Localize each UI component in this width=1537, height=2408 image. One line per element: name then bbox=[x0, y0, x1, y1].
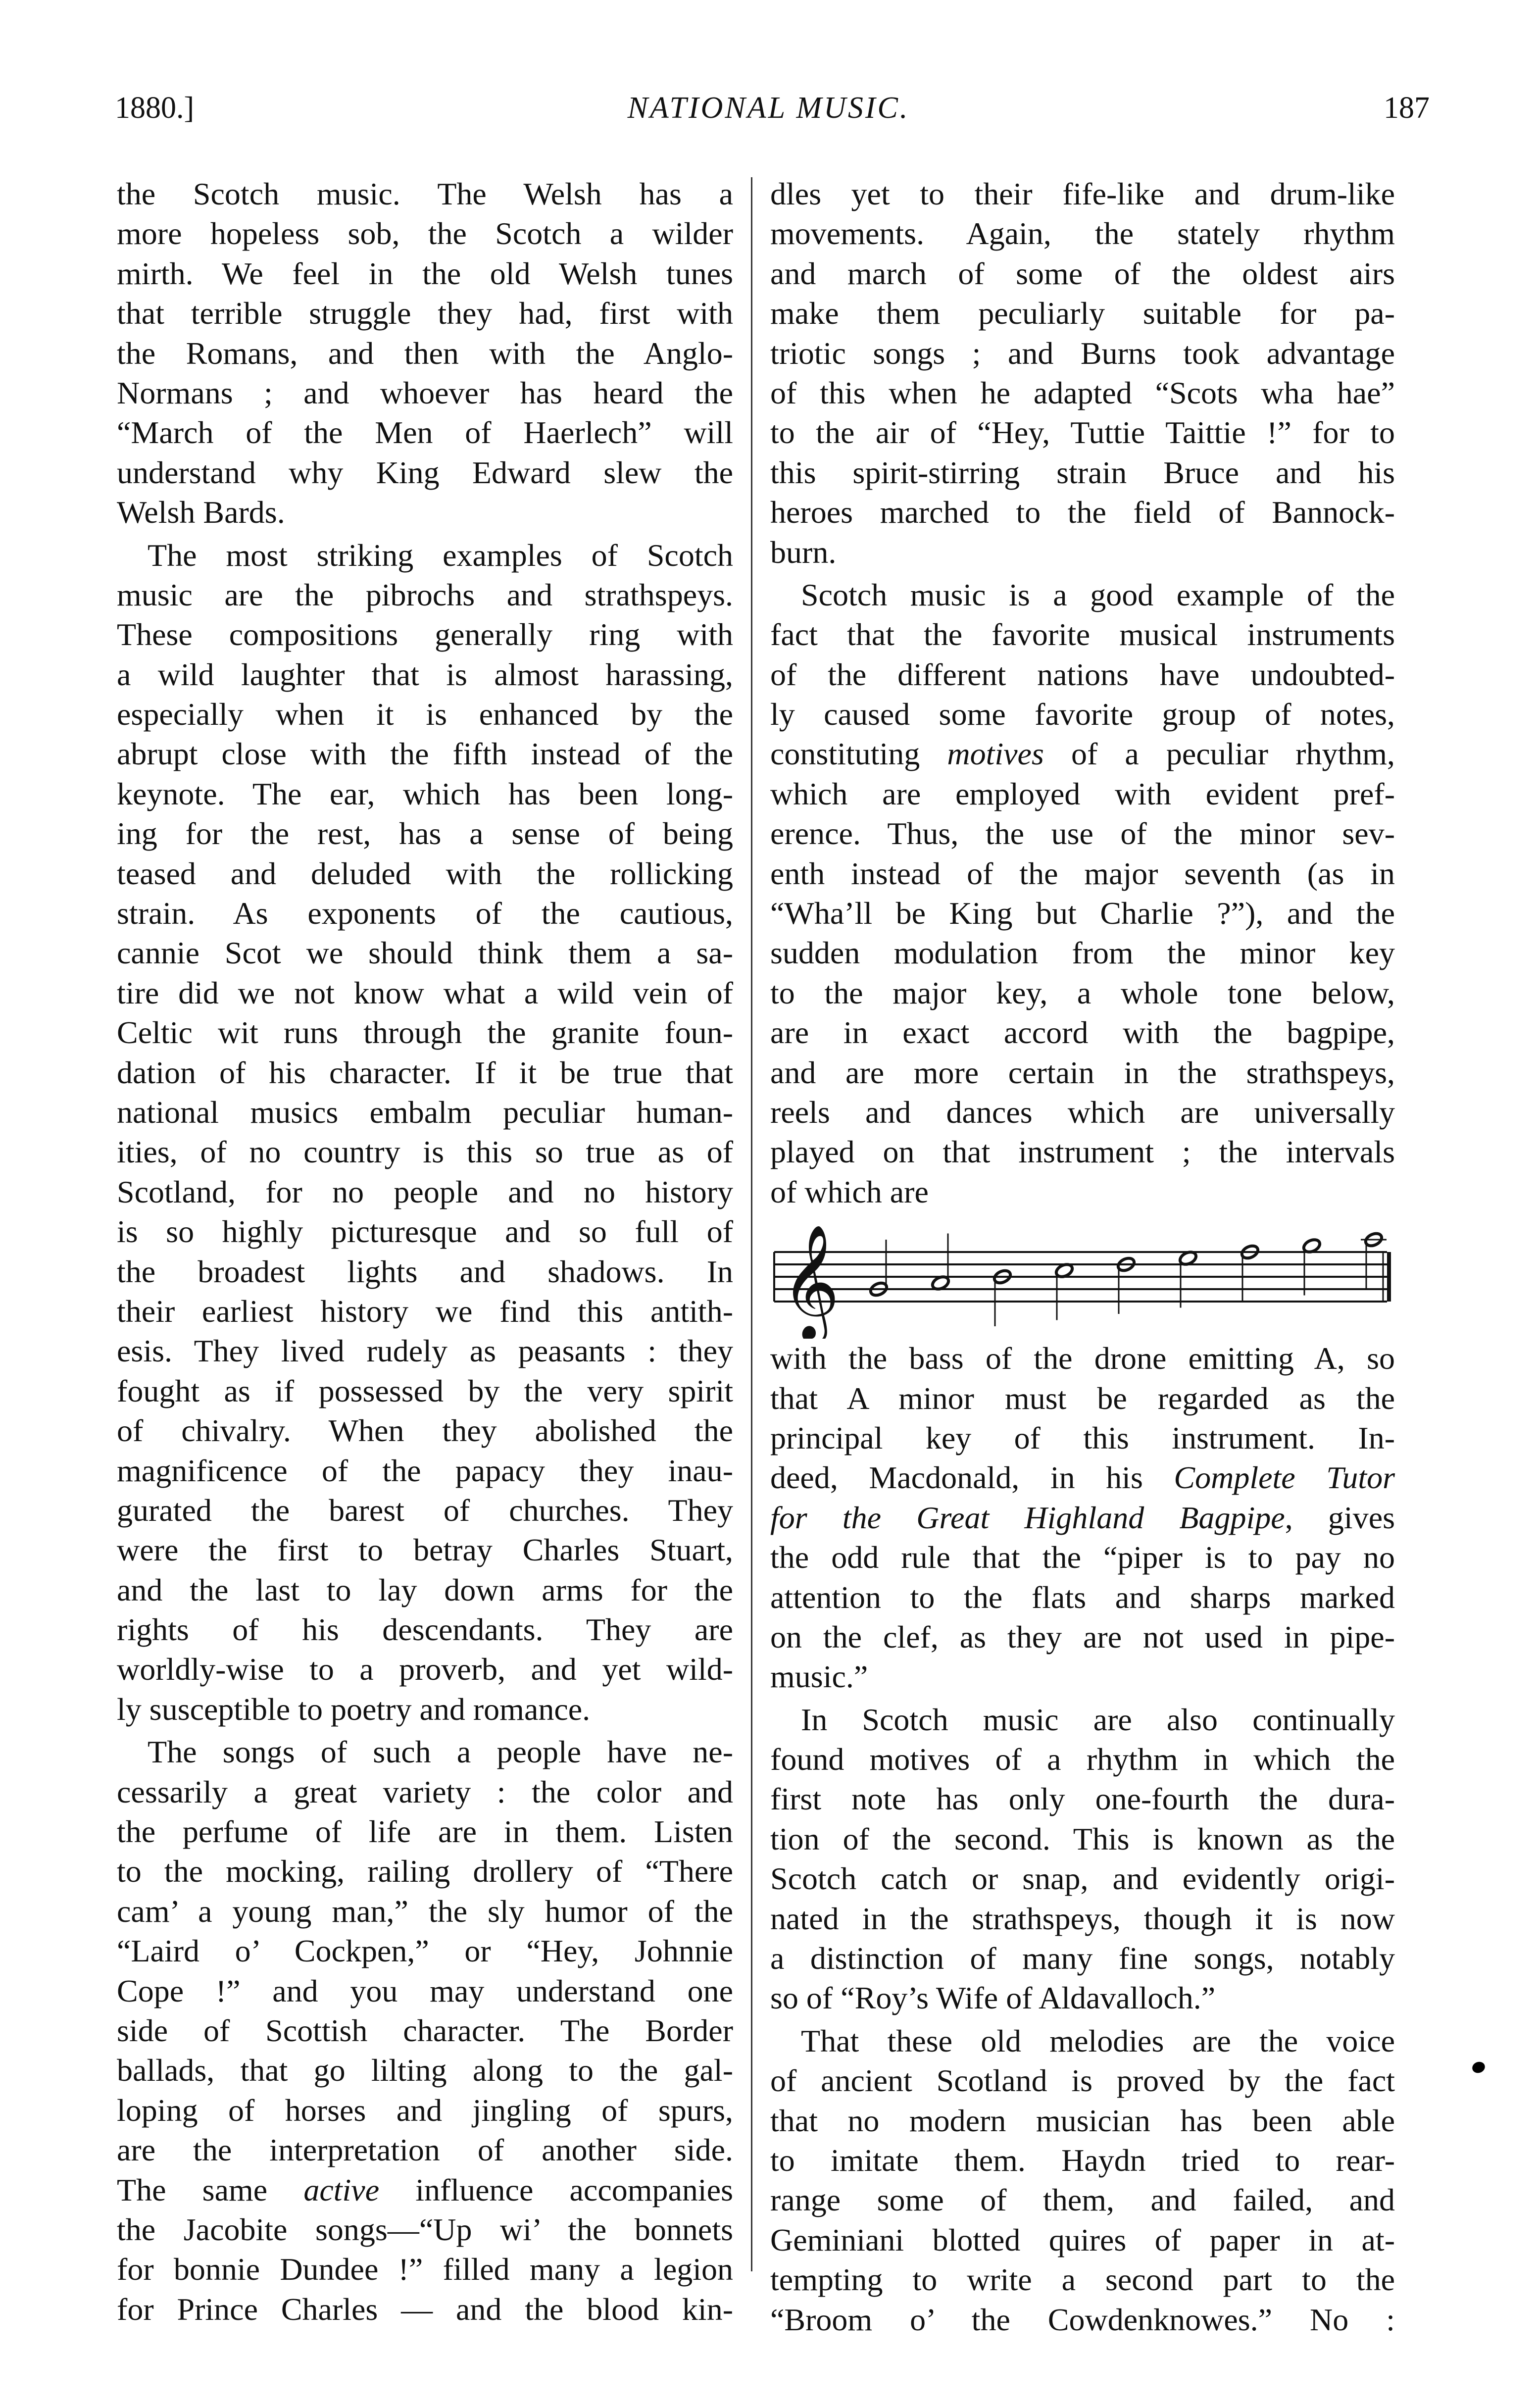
text-line: which are employed with evident pref- bbox=[770, 776, 1395, 811]
ink-speck bbox=[1471, 2060, 1487, 2075]
text-line: music are the pibrochs and strathspeys. bbox=[117, 577, 733, 612]
right-column bbox=[770, 174, 1395, 2340]
text-line: the Jacobite songs—“Up wi’ the bonnets bbox=[117, 2211, 733, 2247]
text-line: especially when it is enhanced by the bbox=[117, 697, 733, 732]
music-example bbox=[770, 1215, 1395, 1339]
text-line: make them peculiarly suitable for pa- bbox=[770, 296, 1395, 331]
text-line: reels and dances which are universally bbox=[770, 1094, 1395, 1130]
text-line: Cope !” and you may understand one bbox=[117, 1973, 733, 2008]
text-line: of ancient Scotland is proved by the fact bbox=[770, 2063, 1395, 2099]
text-line: found motives of a rhythm in which the bbox=[770, 1742, 1395, 1777]
treble-clef-icon: 𝄞 bbox=[781, 1224, 840, 1339]
text-line: the broadest lights and shadows. In bbox=[117, 1254, 733, 1289]
running-head-year: 1880.] bbox=[115, 91, 195, 125]
text-line: These compositions generally ring with bbox=[117, 617, 733, 652]
text-span: constituting bbox=[770, 736, 947, 772]
text-line: teased and deluded with the rollicking bbox=[117, 855, 733, 891]
text-line: cam’ a young man,” the sly humor of the bbox=[117, 1893, 733, 1929]
text-span: influence accompanies bbox=[379, 2172, 733, 2207]
text-line: for bonnie Dundee !” filled many a legion bbox=[117, 2252, 733, 2287]
text-line: Normans ; and whoever has heard the bbox=[117, 375, 733, 410]
running-head-title: NATIONAL MUSIC. bbox=[627, 91, 910, 125]
text-span: , gives bbox=[1285, 1500, 1395, 1535]
page-number: 187 bbox=[1384, 91, 1430, 125]
text-line bbox=[117, 2170, 733, 2210]
text-line: a wild laughter that is almost harassing, bbox=[117, 656, 733, 692]
italic-title: for the Great Highland Bagpipe bbox=[770, 1500, 1285, 1535]
text-line: that no modern musician has been able bbox=[770, 2103, 1395, 2138]
text-line: Scotch music is a good example of the bbox=[801, 577, 1395, 612]
left-column bbox=[117, 174, 733, 2329]
italic-title: Complete Tutor bbox=[1174, 1460, 1395, 1496]
text-line: on the clef, as they are not used in pipe- bbox=[770, 1619, 1395, 1655]
text-line: nated in the strathspeys, though it is now bbox=[770, 1901, 1395, 1936]
text-line: more hopeless sob, the Scotch a wilder bbox=[117, 216, 733, 251]
text-line: of the different nations have undoubted- bbox=[770, 656, 1395, 692]
column-divider bbox=[751, 177, 752, 2271]
text-line: “Laird o’ Cockpen,” or “Hey, Johnnie bbox=[117, 1933, 733, 1969]
text-line: played on that instrument ; the intervals bbox=[770, 1134, 1395, 1170]
text-line: the perfume of life are in them. Listen bbox=[117, 1814, 733, 1850]
text-line: The most striking examples of Scotch bbox=[148, 537, 733, 573]
text-line: this spirit-stirring strain Bruce and his bbox=[770, 454, 1395, 490]
text-line: a distinction of many fine songs, notably bbox=[770, 1941, 1395, 1976]
text-line: Welsh Bards. bbox=[117, 495, 285, 530]
text-line: “Broom o’ the Cowdenknowes.” No : bbox=[770, 2302, 1395, 2337]
text-line: Geminiani blotted quires of paper in at- bbox=[770, 2222, 1395, 2258]
text-line: “March of the Men of Haerlech” will bbox=[117, 415, 733, 451]
text-line: Celtic wit runs through the granite foun- bbox=[117, 1015, 733, 1051]
text-line: the Scotch music. The Welsh has a bbox=[117, 176, 733, 211]
text-line: That these old melodies are the voice bbox=[801, 2023, 1395, 2058]
text-line: were the first to betray Charles Stuart, bbox=[117, 1532, 733, 1568]
text-line: dation of his character. If it be true that bbox=[117, 1054, 733, 1090]
text-line: that A minor must be regarded as the bbox=[770, 1380, 1395, 1416]
text-line: ities, of no country is this so true as of bbox=[117, 1134, 733, 1170]
text-line: the odd rule that the “piper is to pay no bbox=[770, 1540, 1395, 1575]
text-line: ing for the rest, has a sense of being bbox=[117, 816, 733, 852]
text-line: to the air of “Hey, Tuttie Taittie !” for to bbox=[770, 415, 1395, 451]
text-line: erence. Thus, the use of the minor sev- bbox=[770, 816, 1395, 852]
text-line: the Romans, and then with the Anglo- bbox=[117, 335, 733, 371]
text-line: principal key of this instrument. In- bbox=[770, 1420, 1395, 1455]
text-line: rights of his descendants. They are bbox=[117, 1612, 733, 1648]
final-barline-thick bbox=[1387, 1252, 1391, 1302]
text-line: that terrible struggle they had, first with bbox=[117, 296, 733, 331]
text-line: to imitate them. Haydn tried to rear- bbox=[770, 2142, 1395, 2178]
text-line: their earliest history we find this antith- bbox=[117, 1293, 733, 1329]
text-line: ly caused some favorite group of notes, bbox=[770, 697, 1395, 732]
right-column-bottom-text bbox=[770, 1339, 1395, 2340]
text-line: abrupt close with the fifth instead of the bbox=[117, 736, 733, 772]
text-line: music.” bbox=[770, 1659, 868, 1695]
text-line: ly susceptible to poetry and romance. bbox=[117, 1691, 591, 1727]
text-line: esis. They lived rudely as peasants : they bbox=[117, 1333, 733, 1369]
text-line: keynote. The ear, which has been long- bbox=[117, 776, 733, 811]
text-line: enth instead of the major seventh (as in bbox=[770, 855, 1395, 891]
text-line: with the bass of the drone emitting A, so bbox=[770, 1341, 1395, 1376]
text-line bbox=[770, 1498, 1395, 1538]
text-line: movements. Again, the stately rhythm bbox=[770, 216, 1395, 251]
text-span: of a peculiar rhythm, bbox=[1043, 736, 1395, 772]
text-line: dles yet to their fife-like and drum-like bbox=[770, 176, 1395, 211]
text-line: mirth. We feel in the old Welsh tunes bbox=[117, 255, 733, 291]
text-line: is so highly picturesque and so full of bbox=[117, 1214, 733, 1250]
text-line: worldly-wise to a proverb, and yet wild- bbox=[117, 1652, 733, 1687]
text-line: are in exact accord with the bagpipe, bbox=[770, 1015, 1395, 1051]
music-staff bbox=[767, 1215, 1396, 1339]
text-line: Scotland, for no people and no history bbox=[117, 1174, 733, 1209]
text-line: to the mocking, railing drollery of “There bbox=[117, 1854, 733, 1889]
text-line: tion of the second. This is known as the bbox=[770, 1821, 1395, 1856]
text-line: sudden modulation from the minor key bbox=[770, 935, 1395, 971]
text-line: The songs of such a people have ne- bbox=[148, 1734, 733, 1770]
text-line: fact that the favorite musical instruments bbox=[770, 617, 1395, 652]
text-line: In Scotch music are also continually bbox=[801, 1702, 1395, 1737]
text-line: side of Scottish character. The Border bbox=[117, 2012, 733, 2048]
text-line: and march of some of the oldest airs bbox=[770, 255, 1395, 291]
text-line: of which are bbox=[770, 1174, 929, 1209]
text-line: attention to the flats and sharps marked bbox=[770, 1579, 1395, 1615]
text-line: tire did we not know what a wild vein of bbox=[117, 975, 733, 1010]
text-line: of chivalry. When they abolished the bbox=[117, 1413, 733, 1449]
text-line: heroes marched to the field of Bannock- bbox=[770, 495, 1395, 530]
text-line: burn. bbox=[770, 534, 837, 570]
italic-title: active bbox=[303, 2172, 380, 2207]
text-line: tempting to write a second part to the bbox=[770, 2262, 1395, 2298]
text-line: magnificence of the papacy they inau- bbox=[117, 1453, 733, 1488]
text-line: national musics embalm peculiar human- bbox=[117, 1094, 733, 1130]
text-line: understand why King Edward slew the bbox=[117, 454, 733, 490]
right-column-top-text bbox=[770, 174, 1395, 1215]
text-line: strain. As exponents of the cautious, bbox=[117, 896, 733, 931]
text-line bbox=[770, 1458, 1395, 1498]
text-line: “Wha’ll be King but Charlie ?”), and the bbox=[770, 896, 1395, 931]
text-line bbox=[770, 734, 1395, 774]
text-line: and are more certain in the strathspeys, bbox=[770, 1054, 1395, 1090]
text-line: cessarily a great variety : the color and bbox=[117, 1774, 733, 1809]
text-line: are the interpretation of another side. bbox=[117, 2132, 733, 2168]
italic-title: motives bbox=[947, 736, 1044, 772]
text-line: fought as if possessed by the very spirit bbox=[117, 1373, 733, 1408]
text-line: cannie Scot we should think them a sa- bbox=[117, 935, 733, 971]
text-line: so of “Roy’s Wife of Aldavalloch.” bbox=[770, 1980, 1216, 2016]
text-line: of this when he adapted “Scots wha hae” bbox=[770, 375, 1395, 410]
text-span: The same bbox=[117, 2172, 304, 2207]
text-line: range some of them, and failed, and bbox=[770, 2182, 1395, 2218]
text-line: first note has only one-fourth the dura- bbox=[770, 1781, 1395, 1817]
text-line: loping of horses and jingling of spurs, bbox=[117, 2092, 733, 2128]
text-line: triotic songs ; and Burns took advantage bbox=[770, 335, 1395, 371]
text-line: to the major key, a whole tone below, bbox=[770, 975, 1395, 1010]
text-line: Scotch catch or snap, and evidently origi- bbox=[770, 1861, 1395, 1897]
text-span: deed, Macdonald, in his bbox=[770, 1460, 1174, 1496]
text-line: and the last to lay down arms for the bbox=[117, 1572, 733, 1607]
text-line: gurated the barest of churches. They bbox=[117, 1492, 733, 1528]
text-line: ballads, that go lilting along to the gal- bbox=[117, 2053, 733, 2088]
text-line: for Prince Charles — and the blood kin- bbox=[117, 2291, 733, 2327]
